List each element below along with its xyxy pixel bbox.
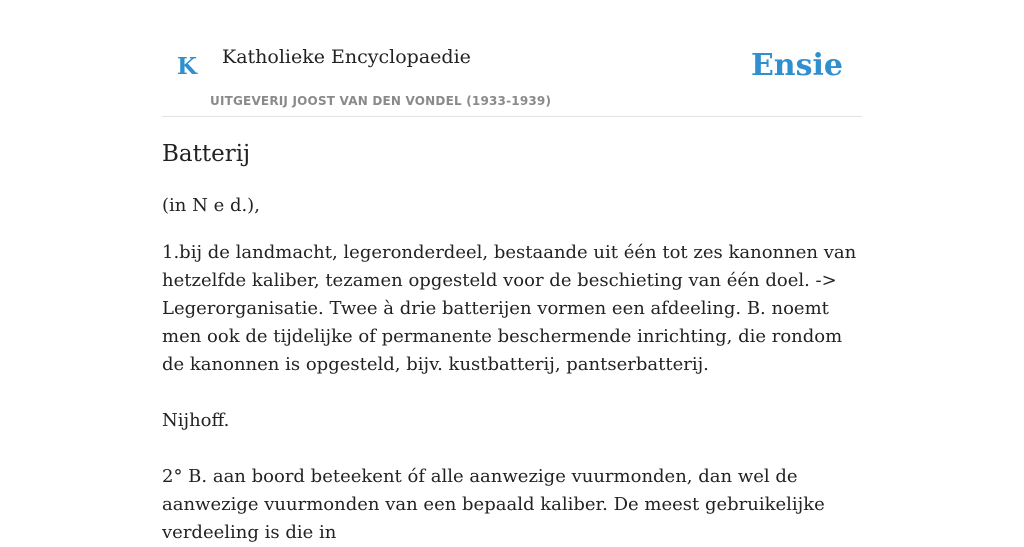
article-paragraph: 2° B. aan boord beteekent óf alle aanwezige vuurmonden, dan wel de aanwezige vuurmonden van een bepaald kaliber. De meest gebruikelijke verdeeling is die in [162,466,825,543]
site-header [162,0,862,117]
article [162,138,862,547]
site-title[interactable]: Katholieke Encyclopaedie [222,46,471,68]
article-author: Nijhoff. [162,410,230,431]
article-title: Batterij [162,141,251,167]
site-subtitle: UITGEVERIJ JOOST VAN DEN VONDEL (1933-1939) [210,94,552,108]
brand-logo[interactable]: Ensie [750,48,843,83]
article-intro: (in N e d.), [162,195,260,216]
site-logo-letter[interactable]: K [177,53,197,80]
article-paragraph: 1.bij de landmacht, legeronderdeel, bestaande uit één tot zes kanonnen van hetzelfde kaliber, tezamen opgesteld voor de beschieting van één doel. -> Legerorganisatie. Twee à drie batterijen vormen een afdeeling. B. noemt men ook de tijdelijke of permanente beschermende inrichting, die rondom de kanonnen is opgesteld, bijv. kustbatterij, pantserbatterij. [162,242,857,375]
